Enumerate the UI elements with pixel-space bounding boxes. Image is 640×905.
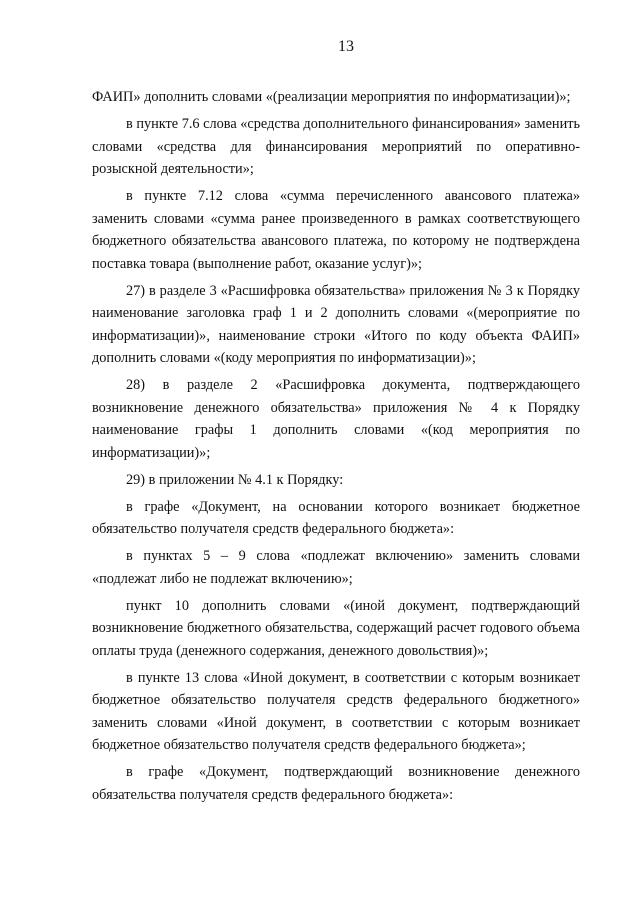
paragraph: пункт 10 дополнить словами «(иной документ, подтверждающий возникновение бюджетного обязательства, содержащий расчет годового объема оплаты труда (денежного содержания, денежного довольствия)»; [92,597,580,659]
paragraph: в пунктах 5 – 9 слова «подлежат включению» заменить словами «подлежат либо не подлежат включению»; [92,548,580,587]
paragraph: в пункте 7.12 слова «сумма перечисленного авансового платежа» заменить словами «сумма ранее произведенного в рамках соответствующего бюджетного обязательства авансового платежа, по которому не подтверждена поставка товара (выполнение работ, оказание услуг)»; [92,188,580,272]
paragraph: 27) в разделе 3 «Расшифровка обязательства» приложения № 3 к Порядку наименование заголовка граф 1 и 2 дополнить словами «(мероприятие по информатизации)», наименование строки «Итого по коду объекта ФАИП» дополнить словами «(коду мероприятия по информатизации)»; [92,282,580,366]
paragraph: в пункте 7.6 слова «средства дополнительного финансирования» заменить словами «средства для финансирования мероприятий по оперативно-розыскной деятельности»; [92,116,580,177]
paragraph: в графе «Документ, на основании которого возникает бюджетное обязательство получателя средств федерального бюджета»: [92,498,580,537]
paragraph: 28) в разделе 2 «Расшифровка документа, подтверждающего возникновение денежного обязательства» приложения № 4 к Порядку наименование графы 1 дополнить словами «(код мероприятия по информатизации)»; [92,377,580,461]
paragraph: ФАИП» дополнить словами «(реализации мероприятия по информатизации)»; [92,89,571,105]
paragraph: в пункте 13 слова «Иной документ, в соответствии с которым возникает бюджетное обязательство получателя средств федерального бюджетного» заменить словами «Иной документ, в соответствии с которым возникает бюджетное обязательство получателя средств федерального бюджета»; [92,669,580,753]
paragraph: 29) в приложении № 4.1 к Порядку: [126,471,344,488]
paragraph: в графе «Документ, подтверждающий возникновение денежного обязательства получателя средств федерального бюджета»: [92,764,580,803]
page-number: 13 [338,38,354,55]
